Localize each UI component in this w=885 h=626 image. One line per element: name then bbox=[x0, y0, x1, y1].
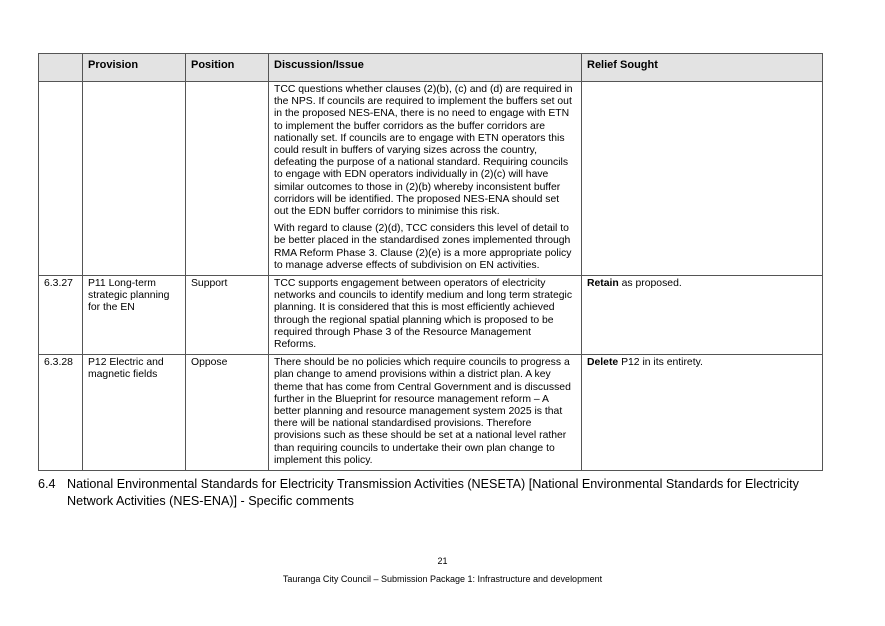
row-number-cell: 6.3.27 bbox=[39, 276, 83, 355]
provision-cell: P12 Electric and magnetic fields bbox=[83, 355, 186, 471]
position-cell: Support bbox=[186, 276, 269, 355]
relief-detail: P12 in its entirety. bbox=[618, 357, 703, 369]
header-relief: Relief Sought bbox=[582, 54, 823, 82]
discussion-paragraph: TCC questions whether clauses (2)(b), (c) and (d) are required in the NPS. If councils are required to implement the buffers set out in the proposed NES-ENA, there is no need to engage with ETN to implement the buffer corridors as the buffer corridors are nationally set. If councils are to engage with ETN operators this could result in buffers of varying sizes across the country, defeating the purpose of a national standard. Requiring councils to engage with EDN operators individually in (2)(c) will have similar outcomes to those in (2)(b) whereby inconsistent buffer corridors will be identified. The proposed NES-ENA should set out the EDN buffer corridors to minimise this risk. bbox=[274, 84, 573, 218]
section-title: National Environmental Standards for Electricity Transmission Activities (NESETA) [National Environmental Standards for Electricity Network Activities (NES-ENA)] - Specific comments bbox=[67, 477, 799, 508]
relief-cell bbox=[582, 276, 823, 355]
section-number: 6.4 bbox=[38, 477, 56, 491]
row-number-cell: 6.3.28 bbox=[39, 355, 83, 471]
table-row bbox=[39, 276, 823, 355]
table-row bbox=[39, 82, 823, 276]
submission-table bbox=[38, 53, 823, 471]
section-heading bbox=[38, 476, 828, 509]
page-footer: Tauranga City Council – Submission Package 1: Infrastructure and development bbox=[282, 574, 603, 584]
provision-cell: P11 Long-term strategic planning for the EN bbox=[83, 276, 186, 355]
header-discussion: Discussion/Issue bbox=[269, 54, 582, 82]
row-number-cell bbox=[39, 82, 83, 276]
position-cell: Oppose bbox=[186, 355, 269, 471]
relief-cell bbox=[582, 82, 823, 276]
discussion-cell: There should be no policies which require councils to progress a plan change to amend provisions within a district plan. A key theme that has come from Central Government and is discussed further in the Blueprint for resource management reform – A better planning and resource management system 2025 is that there will be national standardised provisions. Therefore provisions such as these should be set at a national level rather than requiring councils to undertake their own plan change to implement this policy. bbox=[269, 355, 582, 471]
position-cell bbox=[186, 82, 269, 276]
relief-detail: as proposed. bbox=[618, 278, 682, 290]
header-number bbox=[39, 54, 83, 82]
relief-cell bbox=[582, 355, 823, 471]
relief-action: Retain bbox=[587, 278, 619, 290]
header-position: Position bbox=[186, 54, 269, 82]
page-number: 21 bbox=[437, 556, 448, 566]
table-row bbox=[39, 355, 823, 471]
discussion-cell: TCC supports engagement between operators of electricity networks and councils to identify medium and long term strategic planning. It is considered that this is most efficiently achieved through the regional spatial planning which is proposed to be required through Phase 3 of the Resource Management Reforms. bbox=[269, 276, 582, 355]
relief-action: Delete bbox=[587, 357, 619, 369]
provision-cell bbox=[83, 82, 186, 276]
discussion-cell bbox=[269, 82, 582, 276]
discussion-paragraph: With regard to clause (2)(d), TCC considers this level of detail to be better placed in the standardised zones implemented through RMA Reform Phase 3. Clause (2)(e) is a more appropriate policy to manage adverse effects of subdivision on EN activities. bbox=[274, 223, 572, 271]
header-provision: Provision bbox=[83, 54, 186, 82]
table-header-row bbox=[39, 54, 823, 82]
